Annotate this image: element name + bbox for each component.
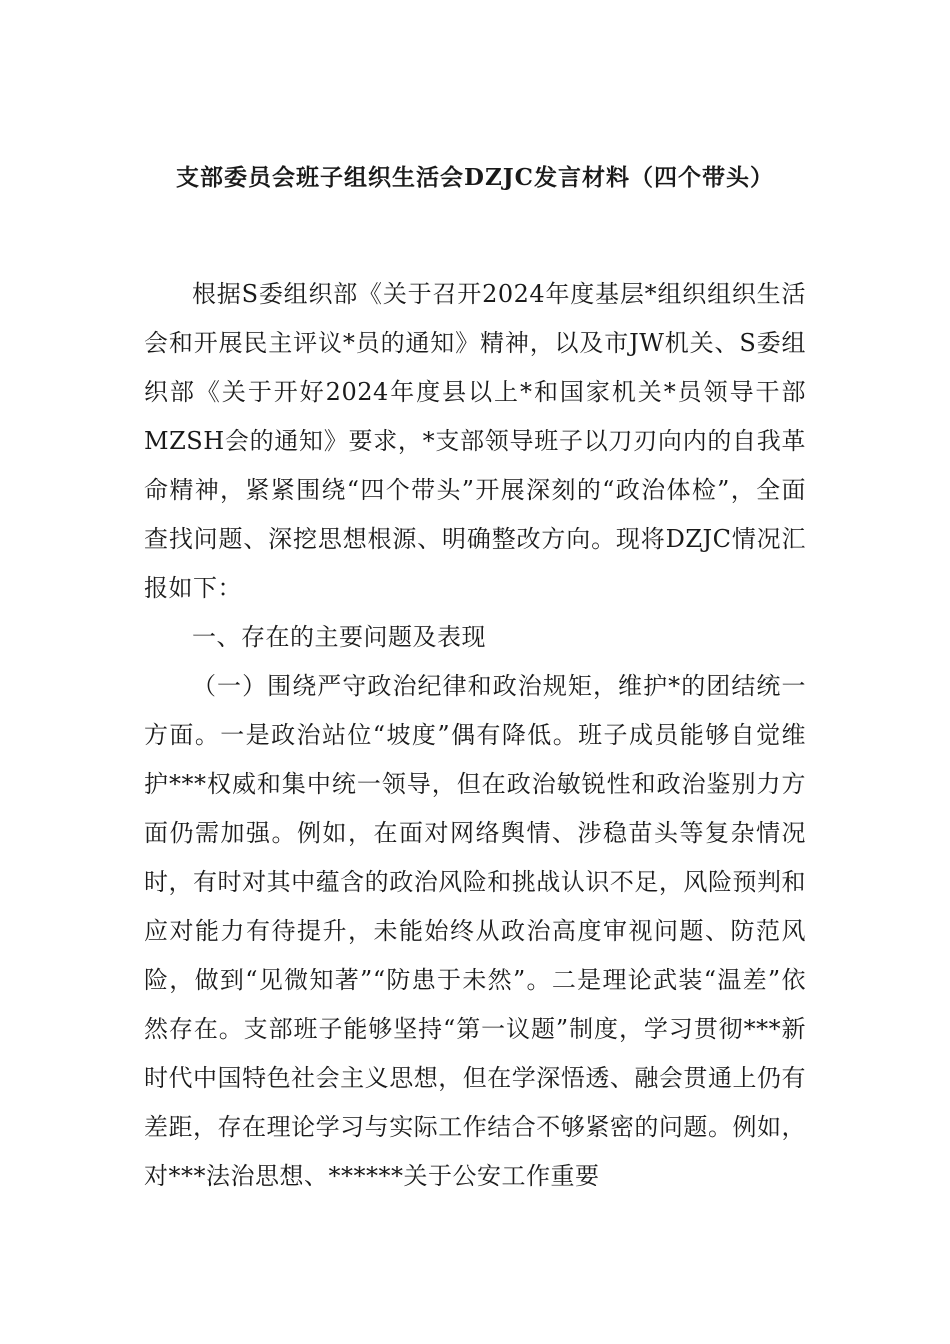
document-body xyxy=(144,270,806,1201)
section-paragraph: （一）围绕严守政治纪律和政治规矩，维护*的团结统一方面。一是政治站位“坡度”偶有降低。班子成员能够自觉维护***权威和集中统一领导，但在政治敏锐性和政治鉴别力方面仍需加强。例如，在面对网络舆情、涉稳苗头等复杂情况时，有时对其中蕴含的政治风险和挑战认识不足，风险预判和应对能力有待提升，未能始终从政治高度审视问题、防范风险，做到“见微知著”“防患于未然”。二是理论武装“温差”依然存在。支部班子能够坚持“第一议题”制度，学习贯彻***新时代中国特色社会主义思想，但在学深悟透、融会贯通上仍有差距，存在理论学习与实际工作结合不够紧密的问题。例如，对***法治思想、******关于公安工作重要 xyxy=(144,672,806,1190)
document-title: 支部委员会班子组织生活会DZJC发言材料（四个带头） xyxy=(176,164,774,191)
section-heading: 一、存在的主要问题及表现 xyxy=(192,623,486,651)
intro-paragraph: 根据S委组织部《关于召开2024年度基层*组织组织生活会和开展民主评议*员的通知》精神，以及市JW机关、S委组织部《关于开好2024年度县以上*和国家机关*员领导干部MZSH会的通知》要求，*支部领导班子以刀刃向内的自我革命精神，紧紧围绕“四个带头”开展深刻的“政治体检”，全面查找问题、深挖思想根源、明确整改方向。现将DZJC情况汇报如下： xyxy=(144,280,806,602)
